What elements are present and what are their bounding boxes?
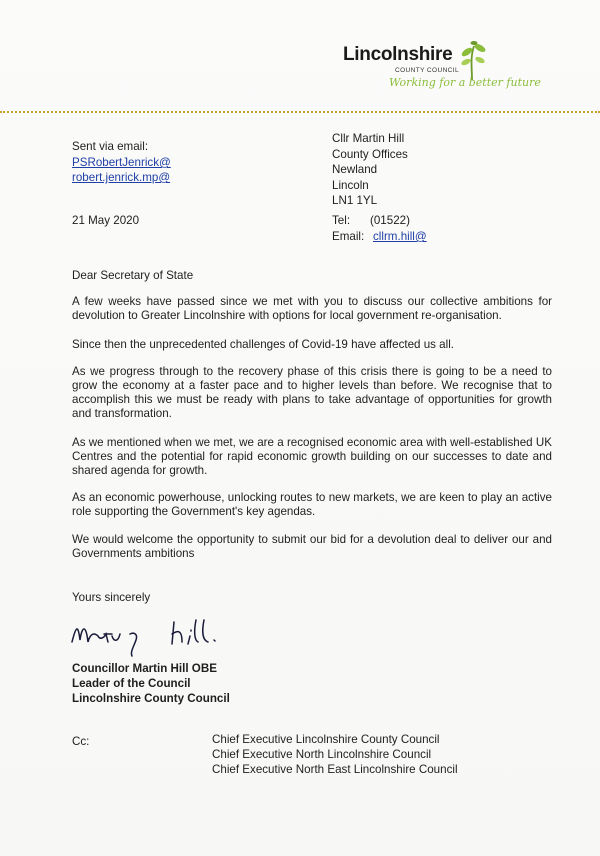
email-label: Email: (332, 230, 365, 243)
org-subtitle: COUNTY COUNCIL (395, 67, 459, 74)
cc-label: Cc: (72, 735, 90, 748)
address-line: County Offices (332, 148, 408, 161)
address-line: Newland (332, 163, 378, 176)
cc-recipient: Chief Executive Lincolnshire County Council (212, 733, 440, 746)
handwritten-signature (68, 612, 248, 658)
tel-label: Tel: (332, 214, 351, 227)
cc-recipient: Chief Executive North East Lincolnshire Council (212, 763, 458, 776)
header-divider (0, 111, 600, 113)
salutation: Dear Secretary of State (72, 269, 194, 282)
address-line: Cllr Martin Hill (332, 132, 405, 145)
body-paragraph: Since then the unprecedented challenges of Covid-19 have affected us all. (72, 338, 454, 351)
signatory-role: Leader of the Council (72, 677, 191, 690)
org-tagline: Working for a better future (389, 76, 541, 89)
sender-email-link[interactable]: cllrm.hill@ (373, 230, 427, 243)
closing: Yours sincerely (72, 591, 151, 604)
cc-recipient: Chief Executive North Lincolnshire Council (212, 748, 432, 761)
email-link-2[interactable]: robert.jenrick.mp@ (72, 171, 171, 184)
email-link-1[interactable]: PSRobertJenrick@ (72, 156, 171, 169)
signatory-name: Councillor Martin Hill OBE (72, 662, 217, 675)
address-line: LN1 1YL (332, 194, 378, 207)
body-paragraph: As we mentioned when we met, we are a recognised economic area with well-established UK Centres and the potential for rapid economic growth building on our successes to date and shared agenda for growth. (72, 436, 552, 477)
sent-via-label: Sent via email: (72, 140, 149, 153)
body-paragraph: As an economic powerhouse, unlocking routes to new markets, we are keen to play an active role supporting the Government's key agendas. (72, 491, 552, 518)
body-paragraph: As we progress through to the recovery phase of this crisis there is going to be a need to grow the economy at a faster pace and to higher levels than before. We recognise that to accomplish this we must be ready with plans to take advantage of opportunities for growth and transformation. (72, 365, 552, 420)
tel-value: (01522) (370, 214, 410, 227)
body-paragraph: We would welcome the opportunity to submit our bid for a devolution deal to deliver our and Governments ambitions (72, 533, 552, 560)
letter-date: 21 May 2020 (72, 214, 140, 227)
address-line: Lincoln (332, 179, 369, 192)
body-paragraph: A few weeks have passed since we met with you to discuss our collective ambitions for devolution to Greater Lincolnshire with options for local government re-organisation. (72, 295, 552, 322)
signatory-org: Lincolnshire County Council (72, 692, 230, 705)
org-name: Lincolnshire (343, 44, 453, 65)
